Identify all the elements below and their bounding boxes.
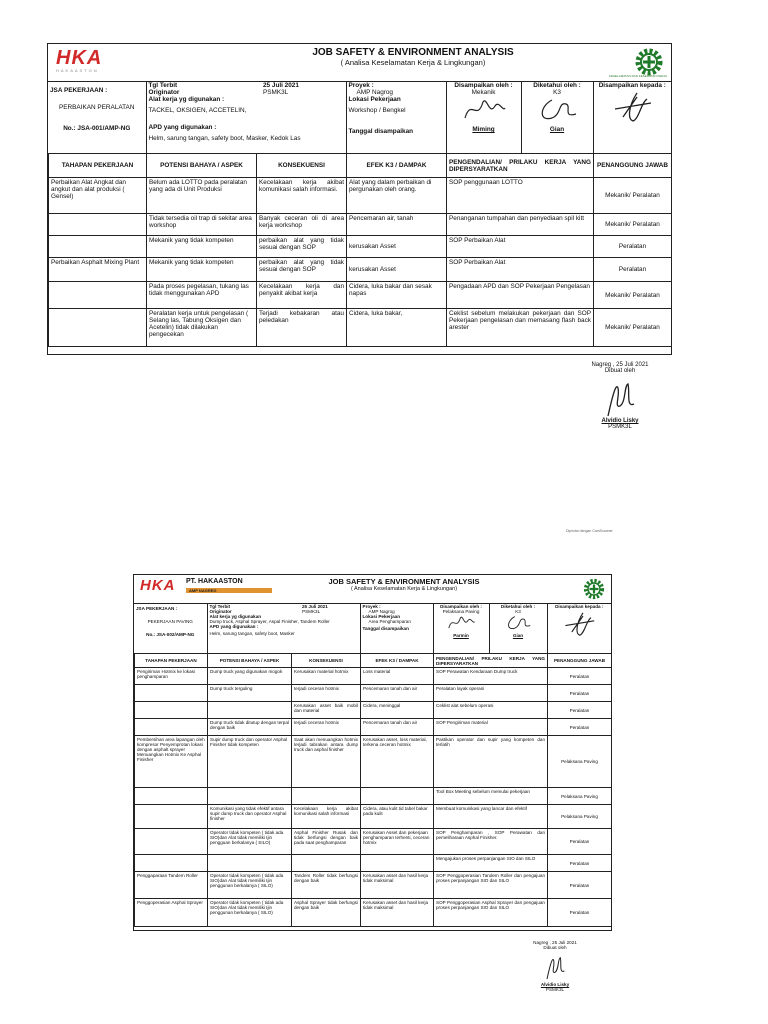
table-cell: Peralatan — [548, 719, 612, 736]
jsa-number: No.: JSA-001/AMP-NG — [63, 125, 131, 132]
table-cell: Mekanik/ Peralatan — [594, 214, 672, 236]
title-block — [304, 577, 504, 592]
table-cell: Peralatan — [548, 702, 612, 719]
lokasi-label: Lokasi Pekerjaan — [348, 96, 401, 103]
table-cell: Kerusakan material hotmix — [292, 668, 361, 685]
table-cell: Ceklist sebelum melakukan pekerjaan dan SOP Pekerjaan pengelasan dan memasang flash back arester — [447, 309, 594, 347]
table-row — [49, 309, 672, 347]
disampaikan-name: Miming — [472, 126, 495, 133]
table-cell: Kerusakan asset dan hasil kerja tidak maksimal — [361, 899, 434, 927]
table-cell: terjadi ceceran hotmix — [292, 719, 361, 736]
table-cell — [361, 788, 434, 805]
jsa-label: JSA PEKERJAAN : — [50, 87, 108, 94]
diketahui-name: Gian — [549, 126, 565, 133]
table-cell: Pastikan operator dan supir yang kompeten dan terlatih — [434, 736, 548, 788]
signature-icon — [535, 952, 575, 982]
apd-label: APD yang digunakan : — [148, 124, 217, 131]
table-cell: Kerusakan Asset dan pekerjaan penghamparan terhenti, ceceran hotmix — [361, 829, 434, 855]
place-date: Nagreg , 25 Juli 2021 — [591, 362, 649, 368]
table-cell — [208, 855, 292, 872]
table-cell: Belum ada LOTTO pada peralatan yang ada di Unit Produksi — [147, 178, 257, 214]
column-header: TAHAPAN PEKERJAAN — [135, 654, 208, 668]
originator-label: Originator — [209, 609, 232, 614]
table-cell: Pencemaran tanah dan air — [361, 685, 434, 702]
column-header: KONSEKUENSI — [257, 154, 347, 178]
signature-icon — [607, 89, 657, 125]
table-cell: terjadi ceceran hotmix — [292, 685, 361, 702]
table-cell: Banyak ceceran oli di area kerja workshop — [257, 214, 347, 236]
analysis-table — [48, 153, 672, 347]
table-row — [135, 702, 612, 719]
apd-label: APD yang digunakan : — [209, 624, 259, 629]
lokasi-label: Lokasi Pekerjaan — [362, 614, 401, 619]
table-cell: SOP Penghamparan , SOP Perawatan dan pemeliharaan Asphal Finisher. — [434, 829, 548, 855]
column-header: EFEK K3 / DAMPAK — [347, 154, 447, 178]
table-cell: Membuat komunikasi yang lancar dan efektif — [434, 805, 548, 829]
diketahui-role: K3 — [553, 89, 561, 96]
document-title: JOB SAFETY & ENVIRONMENT ANALYSIS — [328, 577, 480, 586]
table-cell — [208, 702, 292, 719]
apd-value: Helm, sarung tangan, safety boot, Masker — [209, 631, 295, 636]
table-cell: Perbaikan Alat Angkat dan angkut dan alat produksi ( Gensel) — [49, 178, 147, 214]
disampaikan-role: Pelaksana Paving — [442, 609, 480, 614]
table-cell: perbaikan alat yang tidak sesuai dengan SOP — [257, 236, 347, 258]
table-cell: Peralatan — [548, 899, 612, 927]
table-cell: Komunikasi yang tidak efektif antara supir dump truck dan operator Asphal finisher — [208, 805, 292, 829]
lokasi-value: Area Penghamparan — [368, 619, 411, 624]
table-cell: Supir dump truck dan operator Asphal Finisher tidak kompeten — [208, 736, 292, 788]
alat-value: TACKEL, OKSIGEN, ACCETELIN, — [148, 107, 247, 114]
table-cell: Peralatan — [594, 236, 672, 258]
table-cell: SOP Penggoperasian Tandem Roller dan pengajuan proses perpanjangan SIO dan SILO — [434, 872, 548, 899]
table-row — [135, 829, 612, 855]
jsa-document-1 — [47, 43, 672, 355]
column-header: TAHAPAN PEKERJAAN — [49, 154, 147, 178]
logo-text: HKA — [140, 577, 176, 594]
table-row — [135, 805, 612, 829]
signature-block-2 — [520, 940, 590, 992]
diketahui-name: Gian — [512, 633, 524, 638]
signature-icon — [590, 378, 650, 418]
signature-icon — [498, 614, 538, 632]
table-cell — [135, 702, 208, 719]
signer-role: PSMK3L — [545, 987, 565, 992]
table-cell: Kecelakaan kerja akibat komunikasi salah informasi — [292, 805, 361, 829]
table-cell: Ceklist alat sebelum operasi — [434, 702, 548, 719]
table-row — [135, 872, 612, 899]
table-cell: Mekanik/ Peralatan — [594, 282, 672, 309]
made-by: Dibuat oleh — [543, 945, 567, 950]
table-cell: Peralatan — [548, 668, 612, 685]
table-cell: Perbaikan Asphalt Mixing Plant — [49, 258, 147, 282]
table-row — [49, 214, 672, 236]
table-cell — [49, 236, 147, 258]
table-cell: Peralatan — [548, 829, 612, 855]
disampaikan-name: Parmin — [453, 633, 469, 638]
table-cell — [208, 788, 292, 805]
table-row — [135, 719, 612, 736]
table-cell — [292, 788, 361, 805]
signature-icon — [441, 614, 481, 632]
proyek-value: AMP Nagrog — [368, 609, 395, 614]
table-row — [135, 899, 612, 927]
place-date: Nagreg , 25 Juli 2021 — [533, 940, 577, 945]
table-cell — [49, 214, 147, 236]
table-cell: Kerusakan asset dan hasil kerja tidak maksimal — [361, 872, 434, 899]
apd-value: Helm, sarung tangan, safety boot, Masker, Kedok Las — [148, 135, 301, 142]
table-cell: Peralatan — [594, 258, 672, 282]
table-cell: Dump truck yang digunakan mogok — [208, 668, 292, 685]
table-cell — [135, 829, 208, 855]
column-header: POTENSI BAHAYA / ASPEK — [208, 654, 292, 668]
originator-label: Originator — [148, 89, 180, 96]
column-header: PENANGGUNG JAWAB — [594, 154, 672, 178]
disampaikan-label: Disampaikan oleh : — [454, 82, 513, 89]
table-cell: Pencemaran tanah dan air — [361, 719, 434, 736]
jsa-name: PERBAIKAN PERALATAN — [59, 104, 135, 111]
document-header — [48, 44, 671, 82]
table-row — [49, 282, 672, 309]
table-cell: Peralatan — [548, 685, 612, 702]
tanggal-label: Tanggal disampaikan — [348, 128, 414, 135]
table-cell: Pencemaran air, tanah — [347, 214, 447, 236]
table-cell: kerusakan Asset — [347, 258, 447, 282]
table-cell: Tidak tersedia oil trap di sekitar area workshop — [147, 214, 257, 236]
analysis-table — [134, 653, 612, 927]
document-subtitle: ( Analisa Keselamatan Kerja & Lingkungan) — [340, 58, 486, 67]
jsa-name: PEKERJAAN PAVING — [147, 619, 193, 624]
table-cell — [49, 309, 147, 347]
originator-value: PSMK3L — [302, 609, 321, 614]
signer-name: Alvidio Lisky — [540, 982, 570, 987]
diketahui-role: K3 — [515, 609, 521, 614]
signature-icon — [559, 609, 599, 639]
kepada-label: Disampaikan kepada : — [555, 604, 604, 609]
table-cell: Alat yang dalam perbaikan di pergunakan oleh orang. — [347, 178, 447, 214]
k3-caption: KESELAMATAN DAN KESEHATAN KERJA — [609, 74, 667, 78]
table-cell: Pelaksana Paving — [548, 736, 612, 788]
document-header — [134, 575, 611, 604]
column-header: PENGENDALIAN/ PRILAKU KERJA YANG DIPERSYARATKAN — [447, 154, 594, 178]
tgl-value: 25 Juli 2021 — [263, 82, 299, 89]
table-cell: Mekanik yang tidak kompeten — [147, 236, 257, 258]
table-cell: SOP Perbaikan Alat — [447, 236, 594, 258]
table-cell: Mekanik/ Peralatan — [594, 178, 672, 214]
title-block — [298, 47, 528, 67]
table-cell: Saat akan menuangkan hotmix terjadi tabrakan antara dump truck dan asphal finisher — [292, 736, 361, 788]
table-cell: Cidera, luka bakar dan sesak napas — [347, 282, 447, 309]
column-header: EFEK K3 / DAMPAK — [361, 654, 434, 668]
alat-value: Dump truck, Asphal Sprayer, Aspal Finisher, Tandem Roller — [209, 619, 330, 624]
company-name: PT. HAKAASTON — [186, 578, 243, 585]
table-cell: Mekanik/ Peralatan — [594, 309, 672, 347]
document-subtitle: ( Analisa Keselamatan Kerja & Lingkungan) — [350, 586, 458, 592]
table-cell: Peralatan — [548, 872, 612, 899]
column-header: KONSEKUENSI — [292, 654, 361, 668]
signer-name: Alvidio Lisky — [601, 418, 639, 424]
table-cell: Peralatan layak operasi — [434, 685, 548, 702]
table-cell: Cidera, atau kulit tid tabel bakar pada kulit — [361, 805, 434, 829]
table-cell: Asphal Finisher Rusak dan tidak berfungsi dengan baik pada saat penghamparan — [292, 829, 361, 855]
table-cell: Kecelakaan kerja dan penyakit akibat kerja — [257, 282, 347, 309]
document-title: JOB SAFETY & ENVIRONMENT ANALYSIS — [312, 47, 514, 58]
table-cell: Dump truck tidak ditutup dengan terpal dengan baik — [208, 719, 292, 736]
jsa-label: JSA PEKERJAAN : — [136, 606, 178, 611]
info-table — [134, 603, 611, 653]
table-cell: Operator tidak kompeten ( tidak ada SIO)dan Alat tidak memiliki Ijin penggunan berkalanya ( SILO) — [208, 872, 292, 899]
signature-block-1 — [565, 362, 675, 430]
table-cell: Pada proses pegelasan, tukang las tidak menggunakan APD — [147, 282, 257, 309]
table-cell: kerusakan Asset — [347, 236, 447, 258]
table-cell: Tandem Roller tidak berfungsi dengan baik — [292, 872, 361, 899]
company-logo — [140, 577, 176, 594]
tgl-value: 25 Juli 2021 — [302, 604, 328, 609]
table-cell — [135, 805, 208, 829]
disampaikan-role: Mekanik — [471, 89, 496, 96]
table-cell: Pelaksana Paving — [548, 805, 612, 829]
table-cell: Terjadi kebakaran atau peledakan — [257, 309, 347, 347]
table-cell: Operator tidak kompeten ( tidak ada SIO)dan Alat tidak memiliki Ijin penggunan berkalanya ( SILO) — [208, 899, 292, 927]
signature-icon — [459, 96, 509, 124]
table-row — [135, 736, 612, 788]
table-row — [49, 258, 672, 282]
tgl-label: Tgl Terbit — [209, 604, 231, 609]
table-cell: SOP Perawatan Kendaraan Dump truck — [434, 668, 548, 685]
kepada-label: Disampaikan kepada : — [598, 82, 666, 89]
table-cell — [49, 282, 147, 309]
company-bar: AMP NAGREG — [186, 588, 272, 593]
column-header: PENANGGUNG JAWAB — [548, 654, 612, 668]
logo-subtext: HAKAASTON — [56, 68, 99, 73]
table-cell: Penggaparaan Tandem Roller — [135, 872, 208, 899]
company-logo — [56, 47, 102, 73]
table-cell: perbaikan alat yang tidak sesuai dengan SOP — [257, 258, 347, 282]
table-cell: SOP penggunaan LOTTO — [447, 178, 594, 214]
table-cell: Kerusakan asset, loss material, terkena ceceran hotmix — [361, 736, 434, 788]
column-header: PENGENDALIAN/ PRILAKU KERJA YANG DIPERSYARATKAN — [434, 654, 548, 668]
alat-label: Alat kerja yg digunakan — [209, 614, 262, 619]
table-cell: Penggoperasian Asphal Sprayer — [135, 899, 208, 927]
signer-role: PSMK3L — [608, 424, 632, 430]
diketahui-label: Diketahui oleh : — [533, 82, 581, 89]
info-table — [48, 81, 671, 153]
proyek-value: AMP Nagrog — [356, 89, 393, 96]
alat-label: Alat kerja yg digunakan : — [148, 96, 225, 103]
table-cell: Penanganan tumpahan dan penyediaan spil kitt — [447, 214, 594, 236]
tanggal-label: Tanggal disampaikan — [362, 626, 409, 631]
column-header: POTENSI BAHAYA / ASPEK — [147, 154, 257, 178]
table-row — [135, 788, 612, 805]
table-cell: Mengajukan proses perpanjangan SIO dan SILO — [434, 855, 548, 872]
table-cell: Peralatan kerja untuk pengelasan ( Selang las, Tabung Oksigen dan Acetelin) tidak dilakukan pengecekan — [147, 309, 257, 347]
jsa-document-2 — [133, 574, 612, 931]
table-row — [49, 178, 672, 214]
table-cell: Kecelakaan kerja akibat komunikasi salah informasi. — [257, 178, 347, 214]
scanner-mark: Dipindai dengan CamScanner — [566, 529, 613, 533]
logo-text: HKA — [56, 47, 103, 69]
table-cell — [135, 855, 208, 872]
table-cell: Mekanik yang tidak kompeten — [147, 258, 257, 282]
made-by: Dibuat oleh — [604, 368, 636, 374]
originator-value: PSMK3L — [263, 89, 289, 96]
table-cell: Cidera, luka bakar, — [347, 309, 447, 347]
table-cell: SOP Pengiriman material — [434, 719, 548, 736]
diketahui-label: Diketahui oleh : — [500, 604, 536, 609]
proyek-label: Proyek : — [362, 604, 381, 609]
table-cell: Peralatan — [548, 855, 612, 872]
disampaikan-label: Disampaikan oleh : — [440, 604, 482, 609]
table-cell — [135, 788, 208, 805]
table-cell: Operator tidak kompeten ( tidak ada SIO)dan Alat tidak memiliki Ijin pengguan berkalanya ( SILO) — [208, 829, 292, 855]
table-row — [49, 236, 672, 258]
table-cell: Loss material — [361, 668, 434, 685]
tgl-label: Tgl Terbit — [148, 82, 178, 89]
lokasi-value: Workshop / Bengkel — [348, 107, 406, 114]
jsa-number: No.: JSA-002/AMP-NG — [146, 632, 195, 637]
table-cell: Asphal Sprayer tidak berfungsi dengan baik — [292, 899, 361, 927]
table-cell — [361, 855, 434, 872]
table-cell: Cidera, meninggal — [361, 702, 434, 719]
table-cell: Pengadaan APD dan SOP Pekerjaan Pengelasan — [447, 282, 594, 309]
table-row — [135, 685, 612, 702]
table-cell — [292, 855, 361, 872]
table-cell — [135, 685, 208, 702]
table-row — [135, 855, 612, 872]
table-cell: Dump truck terguling — [208, 685, 292, 702]
table-cell — [135, 719, 208, 736]
signature-icon — [532, 96, 582, 124]
k3-gear-icon — [582, 577, 606, 601]
table-cell: SOP Penggoperasian Asphal Sprayer dan pengajuan proses perpanjangan SIO dan SILO — [434, 899, 548, 927]
table-cell: Pelaksana Paving — [548, 788, 612, 805]
table-cell: SOP Perbaikan Alat — [447, 258, 594, 282]
table-cell: Kerusakan asset baik mobil dan material — [292, 702, 361, 719]
table-row — [135, 668, 612, 685]
table-cell: Tool Box Meeting sebelum memulai pekerjaan — [434, 788, 548, 805]
table-cell: Pengiriman Hotmix ke lokasi penghamparan — [135, 668, 208, 685]
proyek-label: Proyek : — [348, 82, 374, 89]
table-cell: Pembersihan area lapangan oleh kompresor Penyemprotan lokasi dengan asphalt sprayer Menuangkan Hotmix Ke Asphal Finisher — [135, 736, 208, 788]
